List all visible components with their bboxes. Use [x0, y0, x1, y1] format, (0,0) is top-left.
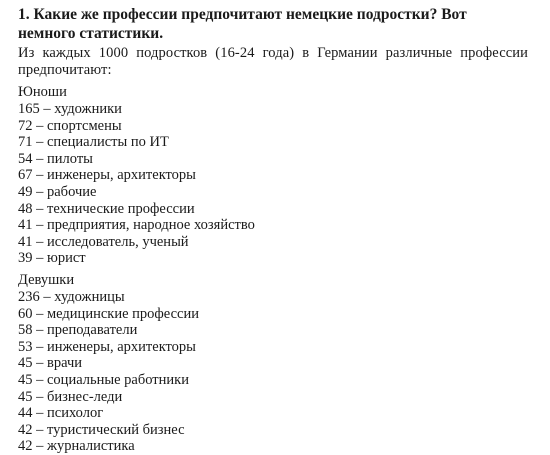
list-item: 53 – инженеры, архитекторы: [18, 338, 196, 355]
list-item: 42 – журналистика: [18, 438, 135, 455]
list-item: 54 – пилоты: [18, 150, 93, 167]
group-title-boys: Юноши: [18, 84, 67, 100]
list-item: 72 – спортсмены: [18, 117, 122, 134]
list-item: 45 – социальные работники: [18, 371, 189, 388]
group-girls: [18, 272, 528, 455]
document-page: [18, 5, 528, 455]
intro-paragraph: Из каждых 1000 подростков (16-24 года) в Германии различные профессии предпочитают:: [18, 45, 528, 78]
list-item: 45 – врачи: [18, 355, 83, 372]
list-item: 48 – технические профессии: [18, 200, 195, 217]
list-item: 41 – исследователь, ученый: [18, 233, 189, 250]
group-title-girls: Девушки: [18, 271, 75, 288]
list-item: 39 – юрист: [18, 250, 86, 267]
list-item: 67 – инженеры, архитекторы: [18, 167, 196, 184]
group-boys: [18, 84, 528, 267]
list-item: 45 – бизнес-леди: [18, 388, 123, 405]
list-item: 41 – предприятия, народное хозяйство: [18, 217, 255, 234]
profession-list-girls: [18, 289, 528, 455]
task-heading: 1. Какие же профессии предпочитают немецкие подростки? Вот немного статистики.: [18, 6, 467, 42]
list-item: 71 – специалисты по ИТ: [18, 134, 169, 151]
list-item: 236 – художницы: [18, 288, 125, 305]
profession-list-boys: [18, 101, 528, 267]
list-item: 165 – художники: [18, 101, 122, 117]
list-item: 60 – медицинские профессии: [18, 305, 199, 322]
list-item: 42 – туристический бизнес: [18, 421, 185, 438]
list-item: 44 – психолог: [18, 405, 104, 422]
list-item: 49 – рабочие: [18, 183, 97, 200]
list-item: 58 – преподаватели: [18, 322, 138, 339]
